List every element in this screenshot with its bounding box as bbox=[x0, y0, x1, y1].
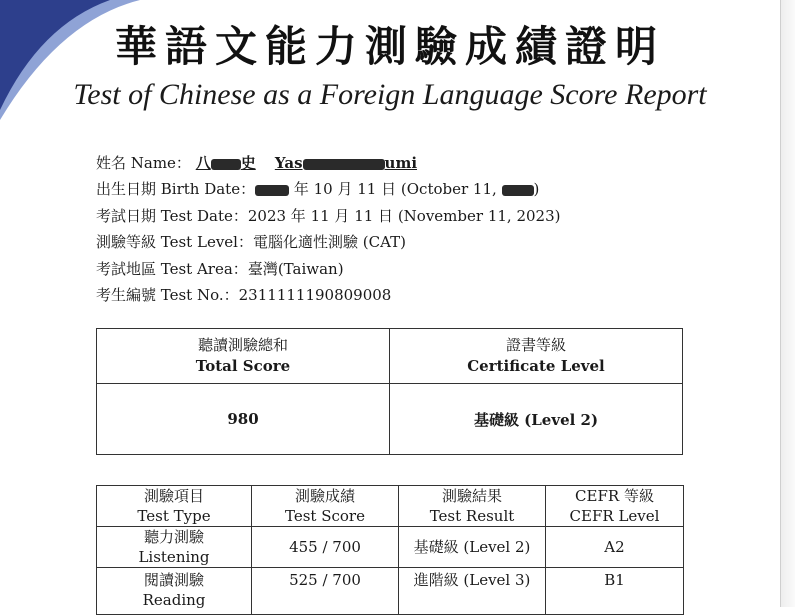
test-number-row bbox=[96, 282, 560, 308]
title-chinese: 華語文能力測驗成績證明 bbox=[114, 22, 665, 71]
name-english: Yas umi bbox=[274, 154, 418, 172]
page-edge bbox=[780, 0, 795, 607]
certificate-level-value: 基礎級 (Level 2) bbox=[390, 384, 683, 455]
candidate-info bbox=[96, 150, 560, 308]
name-chinese: 八 史 bbox=[195, 154, 256, 172]
test-result-cell: 進階級 (Level 3) bbox=[399, 568, 546, 615]
detail-header-row bbox=[97, 486, 684, 527]
summary-header-row bbox=[97, 329, 683, 384]
cefr-level-header: CEFR 等級 CEFR Level bbox=[546, 486, 684, 527]
test-date-label: 考試日期 Test Date： bbox=[96, 206, 248, 225]
test-type-header: 測驗項目 Test Type bbox=[97, 486, 252, 527]
test-area-value: 臺灣(Taiwan) bbox=[247, 259, 344, 278]
redaction-mark bbox=[211, 159, 241, 170]
test-area-label: 考試地區 Test Area： bbox=[96, 259, 248, 278]
certificate-level-header: 證書等級 Certificate Level bbox=[390, 329, 683, 384]
cefr-level-cell: A2 bbox=[546, 527, 684, 568]
table-row bbox=[97, 568, 684, 615]
summary-table bbox=[96, 328, 683, 455]
name-row bbox=[96, 150, 560, 176]
total-score-header: 聽讀測驗總和 Total Score bbox=[97, 329, 390, 384]
test-type-cell: 聽力測驗 Listening bbox=[97, 527, 252, 568]
birth-date-value: 年 10 月 11 日 (October 11, bbox=[293, 180, 502, 199]
redaction-mark bbox=[502, 185, 534, 196]
total-score-value: 980 bbox=[97, 384, 390, 455]
test-level-row bbox=[96, 229, 560, 255]
test-result-cell: 基礎級 (Level 2) bbox=[399, 527, 546, 568]
test-score-cell: 525 / 700 bbox=[252, 568, 399, 615]
table-row bbox=[97, 527, 684, 568]
summary-value-row bbox=[97, 384, 683, 455]
redaction-mark bbox=[303, 159, 385, 170]
test-area-row bbox=[96, 256, 560, 282]
test-type-cell: 閱讀測驗 Reading bbox=[97, 568, 252, 615]
test-score-header: 測驗成績 Test Score bbox=[252, 486, 399, 527]
test-level-label: 測驗等級 Test Level： bbox=[96, 233, 253, 252]
test-number-value: 2311111190809008 bbox=[238, 285, 392, 304]
test-level-value: 電腦化適性測驗 (CAT) bbox=[252, 233, 406, 252]
test-number-label: 考生編號 Test No.： bbox=[96, 285, 239, 304]
name-label: 姓名 Name： bbox=[96, 154, 191, 172]
test-score-cell: 455 / 700 bbox=[252, 527, 399, 568]
cefr-level-cell: B1 bbox=[546, 568, 684, 615]
test-result-header: 測驗結果 Test Result bbox=[399, 486, 546, 527]
test-date-row bbox=[96, 203, 560, 229]
redaction-mark bbox=[255, 185, 289, 196]
birth-date-row: 出生日期 Birth Date： 年 10 月 11 日 (October 11, ) bbox=[96, 180, 540, 199]
score-detail-table bbox=[96, 485, 684, 615]
birth-date-label: 出生日期 Birth Date： bbox=[96, 180, 256, 199]
test-date-value: 2023 年 11 月 11 日 (November 11, 2023) bbox=[247, 206, 561, 225]
title-english: Test of Chinese as a Foreign Language Score Report bbox=[73, 78, 707, 111]
